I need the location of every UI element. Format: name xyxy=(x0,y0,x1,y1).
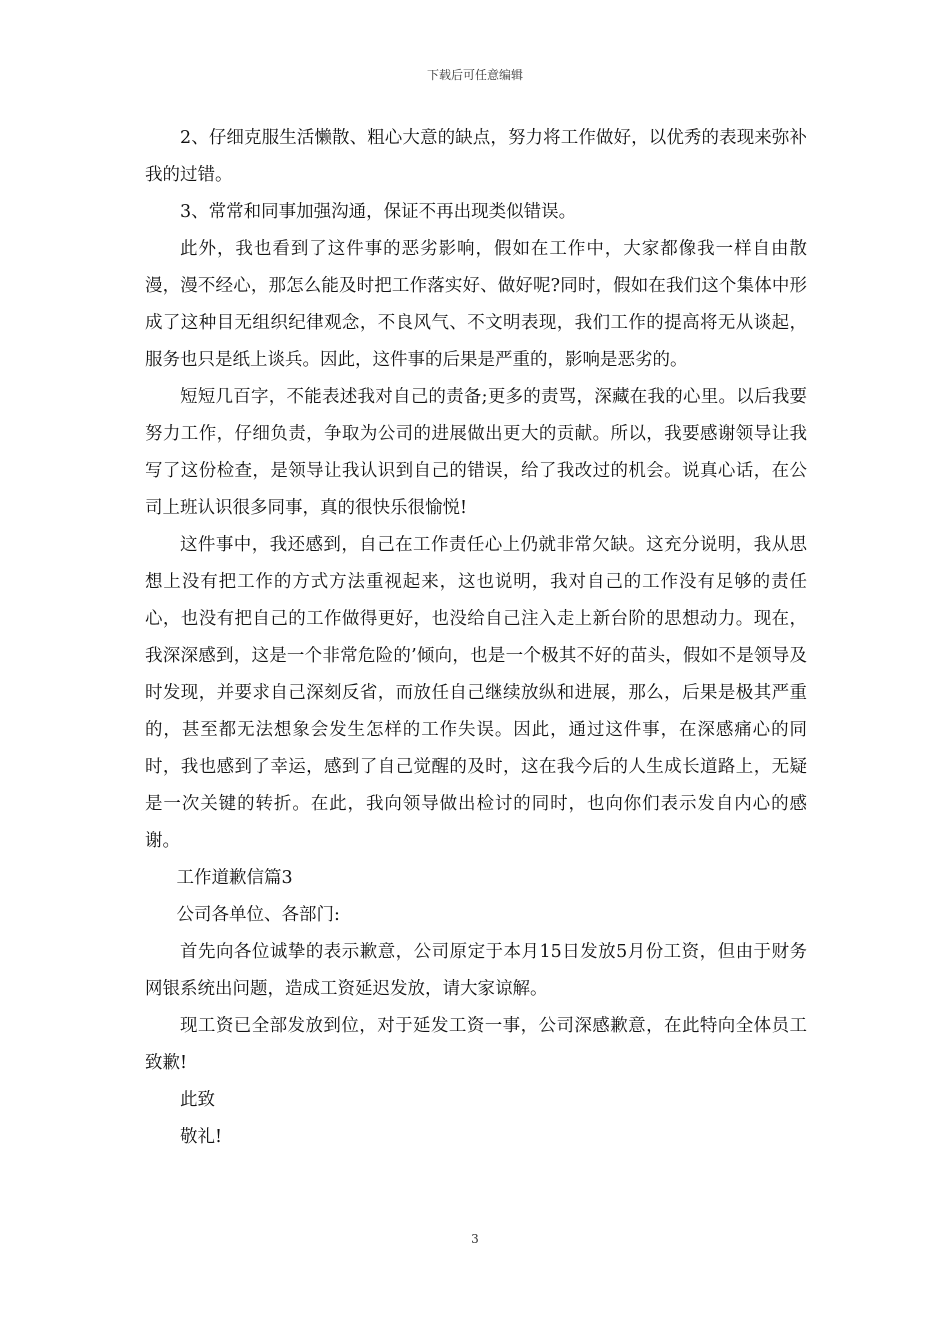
page-header: 下载后可任意编辑 xyxy=(426,68,523,82)
paragraph-impact: 此外，我也看到了这件事的恶劣影响，假如在工作中，大家都像我一样自由散漫，漫不经心，那怎么能及时把工作落实好、做好呢?同时，假如在我们这个集体中形成了这种目无组织纪律观念，不良风气、不文明表现，我们工作的提高将无从谈起，服务也只是纸上谈兵。因此，这件事的后果是严重的，影响是恶劣的。 xyxy=(145,239,807,370)
paragraph-item-2: 2、仔细克服生活懒散、粗心大意的缺点，努力将工作做好，以优秀的表现来弥补我的过错。 xyxy=(145,128,807,185)
salutation: 公司各单位、各部门: xyxy=(176,905,340,925)
page-number: 3 xyxy=(471,1232,479,1246)
paragraph-salary-paid: 现工资已全部发放到位，对于延发工资一事，公司深感歉意，在此特向全体员工致歉! xyxy=(145,1016,807,1073)
paragraph-self-reproach: 短短几百字，不能表述我对自己的责备;更多的责骂，深藏在我的心里。以后我要努力工作，仔细负责，争取为公司的进展做出更大的贡献。所以，我要感谢领导让我写了这份检查，是领导让我认识到自己的错误，给了我改过的机会。说真心话，在公司上班认识很多同事，真的很快乐很愉悦! xyxy=(145,387,807,518)
paragraph-item-3: 3、常常和同事加强沟通，保证不再出现类似错误。 xyxy=(180,202,577,222)
paragraph-responsibility: 这件事中，我还感到，自己在工作责任心上仍就非常欠缺。这充分说明，我从思想上没有把工作的方式方法重视起来，这也说明，我对自己的工作没有足够的责任心，也没有把自己的工作做得更好，也没给自己注入走上新台阶的思想动力。现在，我深深感到，这是一个非常危险的’倾向，也是一个极其不好的苗头，假如不是领导及时发现，并要求自己深刻反省，而放任自己继续放纵和进展，那么，后果是极其严重的，甚至都无法想象会发生怎样的工作失误。因此，通过这件事，在深感痛心的同时，我也感到了幸运，感到了自己觉醒的及时，这在我今后的人生成长道路上，无疑是一次关键的转折。在此，我向领导做出检讨的同时，也向你们表示发自内心的感谢。 xyxy=(145,535,807,851)
section-title: 工作道歉信篇3 xyxy=(176,868,293,888)
closing-jingli: 敬礼! xyxy=(180,1127,223,1147)
document-body xyxy=(145,120,807,1156)
paragraph-apology: 首先向各位诚挚的表示歉意，公司原定于本月15日发放5月份工资，但由于财务网银系统出问题，造成工资延迟发放，请大家谅解。 xyxy=(145,942,807,999)
closing-cizhi: 此致 xyxy=(180,1090,215,1110)
